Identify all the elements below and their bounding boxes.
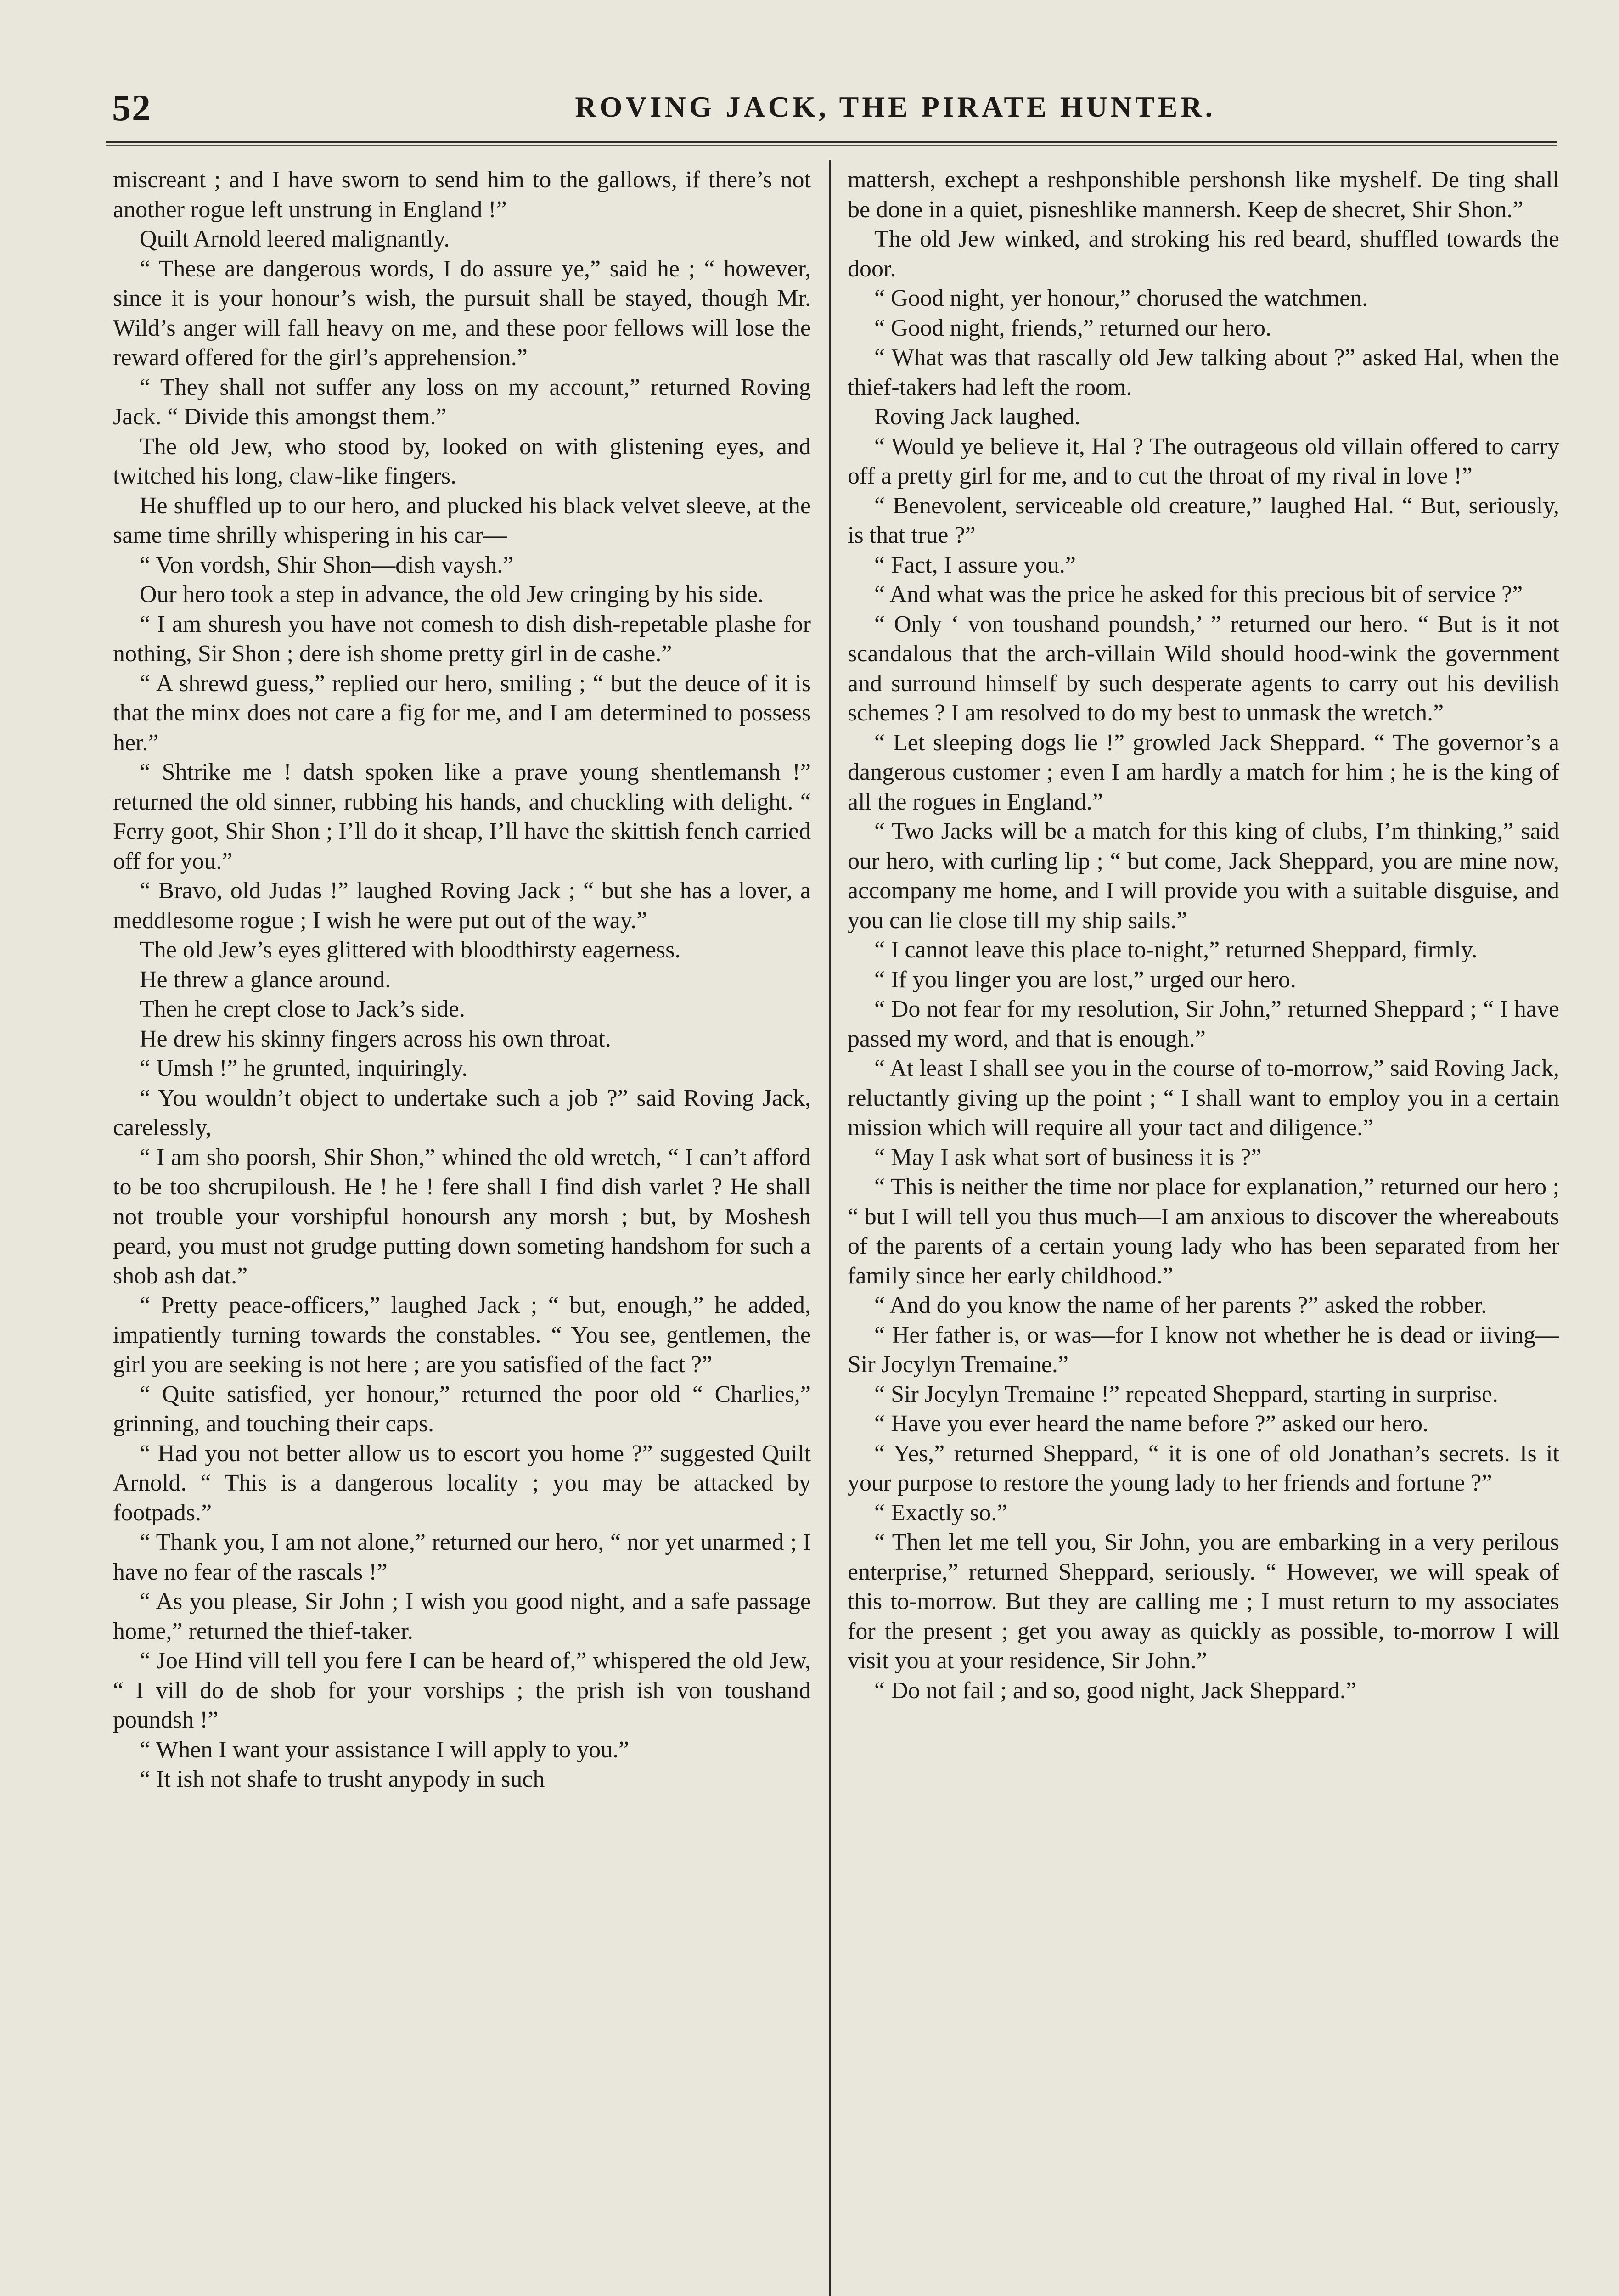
paragraph: “ May I ask what sort of business it is ?” bbox=[874, 1144, 1262, 1171]
left-text-column bbox=[113, 165, 811, 2296]
paragraph: “ Shtrike me ! datsh spoken like a prave young shentlemansh !” returned the old sinner, rubbing his hands, and chuckling with delight. “ Ferry goot, Shir Shon ; I’ll do it sheap, I’ll have the skittish fench carried off for you.” bbox=[113, 759, 811, 874]
header-rule-thin bbox=[106, 145, 1557, 146]
paragraph: “ Pretty peace-officers,” laughed Jack ; “ but, enough,” he added, impatiently turning towards the constables. “ You see, gentlemen, the girl you are seeking is not here ; are you satisfied of the fact ?” bbox=[113, 1292, 811, 1378]
paragraph: “ Joe Hind vill tell you fere I can be heard of,” whispered the old Jew, “ I vill do de shob for your vorships ; the prish ish von toushand poundsh !” bbox=[113, 1648, 811, 1733]
paragraph: Our hero took a step in advance, the old Jew cringing by his side. bbox=[140, 581, 764, 608]
paragraph: “ If you linger you are lost,” urged our hero. bbox=[874, 966, 1296, 993]
paragraph: mattersh, exchept a reshponshible pershonsh like myshelf. De ting shall be done in a quiet, pisneshlike mannersh. Keep de shecret, Shir Shon.” bbox=[848, 167, 1559, 223]
paragraph: “ Fact, I assure you.” bbox=[874, 551, 1076, 578]
paragraph: “ Only ‘ von toushand poundsh,’ ” returned our hero. “ But is it not scandalous that the arch-villain Wild should hood-wink the government and surround himself by such desperate agents to carry out his devilish schemes ? I am resolved to do my best to unmask the wretch.” bbox=[848, 611, 1559, 726]
paragraph: “ A shrewd guess,” replied our hero, smiling ; “ but the deuce of it is that the minx does not care a fig for me, and I am determined to possess her.” bbox=[113, 670, 811, 756]
page-number: 52 bbox=[112, 87, 152, 129]
paragraph: “ What was that rascally old Jew talking about ?” asked Hal, when the thief-takers had left the room. bbox=[848, 344, 1559, 400]
paragraph: “ When I want your assistance I will apply to you.” bbox=[140, 1736, 630, 1763]
paragraph: “ I am shuresh you have not comesh to dish dish-repetable plashe for nothing, Sir Shon ; dere ish shome pretty girl in de cashe.” bbox=[113, 611, 811, 667]
paragraph: The old Jew winked, and stroking his red beard, shuffled towards the door. bbox=[848, 226, 1559, 282]
paragraph: “ Would ye believe it, Hal ? The outrageous old villain offered to carry off a pretty girl for me, and to cut the throat of my rival in love !” bbox=[848, 433, 1559, 489]
paragraph: “ Sir Jocylyn Tremaine !” repeated Sheppard, starting in surprise. bbox=[874, 1381, 1498, 1407]
paragraph: miscreant ; and I have sworn to send him to the gallows, if there’s not another rogue left unstrung in England !” bbox=[113, 167, 811, 223]
paragraph: “ Then let me tell you, Sir John, you are embarking in a very perilous enterprise,” returned Sheppard, seriously. “ However, we will speak of this to-morrow. But they are calling me ; I must return to my associates for the present ; get you away as quickly as possible, to-morrow I will visit you at your residence, Sir John.” bbox=[848, 1529, 1559, 1674]
paragraph: Quilt Arnold leered malignantly. bbox=[140, 226, 450, 252]
paragraph: Roving Jack laughed. bbox=[874, 404, 1081, 430]
paragraph: “ Good night, yer honour,” chorused the watchmen. bbox=[874, 285, 1368, 311]
paragraph: “ And what was the price he asked for this precious bit of service ?” bbox=[874, 581, 1523, 608]
paragraph: The old Jew, who stood by, looked on with glistening eyes, and twitched his long, claw-like fingers. bbox=[113, 433, 811, 489]
paragraph: “ Bravo, old Judas !” laughed Roving Jack ; “ but she has a lover, a meddlesome rogue ; I wish he were put out of the way.” bbox=[113, 878, 811, 934]
paragraph: “ Benevolent, serviceable old creature,” laughed Hal. “ But, seriously, is that true ?” bbox=[848, 492, 1559, 548]
paragraph: He threw a glance around. bbox=[140, 966, 391, 993]
paragraph: “ It ish not shafe to trusht anypody in such bbox=[140, 1766, 545, 1792]
paragraph: “ Von vordsh, Shir Shon—dish vaysh.” bbox=[140, 551, 514, 578]
paragraph: “ Quite satisfied, yer honour,” returned the poor old “ Charlies,” grinning, and touching their caps. bbox=[113, 1381, 811, 1437]
paragraph: “ You wouldn’t object to undertake such a job ?” said Roving Jack, carelessly, bbox=[113, 1085, 811, 1141]
paragraph: “ And do you know the name of her parents ?” asked the robber. bbox=[874, 1292, 1487, 1318]
paragraph: “ I am sho poorsh, Shir Shon,” whined the old wretch, “ I can’t afford to be too shcrupiloush. He ! he ! fere shall I find dish varlet ? He shall not trouble your vorshipful honoursh any morsh ; but, by Moshesh peard, you must not grudge putting down someting handshom for such a shob ash dat.” bbox=[113, 1144, 811, 1289]
paragraph: “ Good night, friends,” returned our hero. bbox=[874, 315, 1271, 341]
paragraph: “ These are dangerous words, I do assure ye,” said he ; “ however, since it is your honour’s wish, the pursuit shall be stayed, though Mr. Wild’s anger will fall heavy on me, and these poor fellows will lose the reward offered for the girl’s apprehension.” bbox=[113, 255, 811, 371]
paragraph: “ Two Jacks will be a match for this king of clubs, I’m thinking,” said our hero, with curling lip ; “ but come, Jack Sheppard, you are mine now, accompany me home, and I will provide you with a suitable disguise, and you can lie close till my ship sails.” bbox=[848, 818, 1559, 934]
paragraph: He shuffled up to our hero, and plucked his black velvet sleeve, at the same time shrilly whispering in his car— bbox=[113, 492, 811, 548]
paragraph: “ At least I shall see you in the course of to-morrow,” said Roving Jack, reluctantly giving up the point ; “ I shall want to employ you in a certain mission which will require all your tact and diligence.” bbox=[848, 1055, 1559, 1141]
paragraph: “ Exactly so.” bbox=[874, 1499, 1008, 1526]
paragraph: “ Let sleeping dogs lie !” growled Jack Sheppard. “ The governor’s a dangerous customer ; even I am hardly a match for him ; he is the king of all the rogues in England.” bbox=[848, 729, 1559, 815]
right-text-column bbox=[848, 165, 1559, 2296]
paragraph: “ Thank you, I am not alone,” returned our hero, “ nor yet unarmed ; I have no fear of the rascals !” bbox=[113, 1529, 811, 1585]
paragraph: “ I cannot leave this place to-night,” returned Sheppard, firmly. bbox=[874, 937, 1478, 963]
paragraph: Then he crept close to Jack’s side. bbox=[140, 996, 465, 1022]
paragraph: “ Do not fear for my resolution, Sir John,” returned Sheppard ; “ I have passed my word, and that is enough.” bbox=[848, 996, 1559, 1052]
paragraph: He drew his skinny fingers across his own throat. bbox=[140, 1025, 611, 1052]
running-title: ROVING JACK, THE PIRATE HUNTER. bbox=[575, 90, 1216, 123]
paragraph: “ This is neither the time nor place for explanation,” returned our hero ; “ but I will tell you thus much—I am anxious to discover the whereabouts of the parents of a certain young lady who has been separated from her family since her early childhood.” bbox=[848, 1174, 1559, 1289]
paragraph: “ They shall not suffer any loss on my account,” returned Roving Jack. “ Divide this amongst them.” bbox=[113, 374, 811, 430]
page-header bbox=[106, 78, 1557, 142]
paragraph: “ Umsh !” he grunted, inquiringly. bbox=[140, 1055, 468, 1081]
paragraph: “ Do not fail ; and so, good night, Jack Sheppard.” bbox=[874, 1677, 1356, 1704]
paragraph: “ Her father is, or was—for I know not whether he is dead or iiving—Sir Jocylyn Tremaine.” bbox=[848, 1322, 1559, 1378]
paragraph: The old Jew’s eyes glittered with bloodthirsty eagerness. bbox=[140, 937, 681, 963]
paragraph: “ Have you ever heard the name before ?” asked our hero. bbox=[874, 1411, 1428, 1437]
header-rule bbox=[106, 141, 1557, 143]
paragraph: “ Had you not better allow us to escort you home ?” suggested Quilt Arnold. “ This is a dangerous locality ; you may be attacked by footpads.” bbox=[113, 1440, 811, 1526]
paragraph: “ Yes,” returned Sheppard, “ it is one of old Jonathan’s secrets. Is it your purpose to restore the young lady to her friends and fortune ?” bbox=[848, 1440, 1559, 1496]
paragraph: “ As you please, Sir John ; I wish you good night, and a safe passage home,” returned the thief-taker. bbox=[113, 1588, 811, 1644]
column-divider bbox=[829, 160, 831, 2296]
